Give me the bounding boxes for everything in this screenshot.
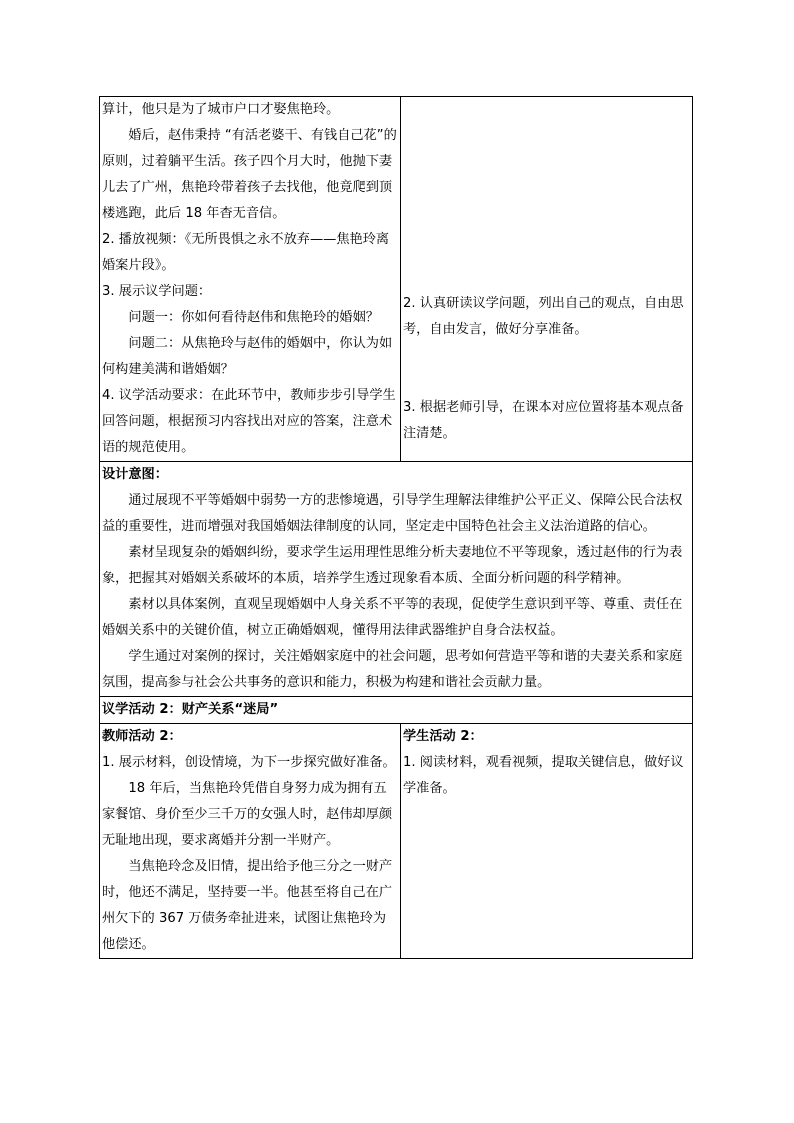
table-row bbox=[100, 462, 693, 697]
question-one: 问题一：你如何看待赵伟和焦艳玲的婚姻？ bbox=[128, 310, 379, 325]
question-two: 问题二：从焦艳玲与赵伟的婚姻中，你认为如何构建美满和谐婚姻？ bbox=[102, 336, 393, 377]
text-paragraph: 素材呈现复杂的婚姻纠纷，要求学生运用理性思维分析夫妻地位不平等现象，透过赵伟的行为表象，把握其对婚姻关系破坏的本质，培养学生透过现象看本质、全面分析问题的科学精神。 bbox=[102, 545, 683, 586]
text-paragraph: 3. 根据老师引导，在课本对应位置将基本观点备注清楚。 bbox=[403, 400, 684, 441]
text-paragraph: 3. 展示议学问题： bbox=[102, 284, 212, 299]
activity-title: 议学活动 2：财产关系“迷局” bbox=[102, 702, 279, 717]
text-paragraph: 通过展现不平等婚姻中弱势一方的悲惨境遇，引导学生理解法律维护公平正义、保障公民合法权益的重要性，进而增强对我国婚姻法律制度的认同，坚定走中国特色社会主义法治道路的信心。 bbox=[102, 493, 683, 534]
text-paragraph: 2. 播放视频：《无所畏惧之永不放弃——焦艳玲离婚案片段》。 bbox=[102, 232, 390, 273]
student-activity-cell bbox=[401, 724, 693, 959]
student-activity-heading: 学生活动 2： bbox=[403, 729, 483, 744]
table-row bbox=[100, 97, 693, 462]
table-row bbox=[100, 697, 693, 724]
text-paragraph: 素材以具体案例，直观呈现婚姻中人身关系不平等的表现，促使学生意识到平等、尊重、责任在婚姻关系中的关键价值，树立正确婚姻观，懂得用法律武器维护自身合法权益。 bbox=[102, 597, 683, 638]
text-paragraph: 4. 议学活动要求：在此环节中，教师步步引导学生回答问题，根据预习内容找出对应的答案，注意术语的规范使用。 bbox=[102, 388, 396, 455]
design-intent-heading: 设计意图： bbox=[102, 467, 168, 482]
text-paragraph: 1. 展示材料，创设情境，为下一步探究做好准备。 bbox=[102, 755, 396, 770]
activity-title-cell bbox=[100, 697, 693, 724]
text-paragraph: 学生通过对案例的探讨，关注婚姻家庭中的社会问题，思考如何营造平等和谐的夫妻关系和家庭氛围，提高参与社会公共事务的意识和能力，积极为构建和谐社会贡献力量。 bbox=[102, 649, 683, 690]
table-row bbox=[100, 724, 693, 959]
design-intent-cell bbox=[100, 462, 693, 697]
text-paragraph: 当焦艳玲念及旧情，提出给予他三分之一财产时，他还不满足，坚持要一半。他甚至将自己在广州欠下的 367 万债务牵扯进来，试图让焦艳玲为他偿还。 bbox=[102, 859, 393, 952]
teacher-activity-heading: 教师活动 2： bbox=[102, 729, 182, 744]
teacher-activity-cell bbox=[100, 724, 401, 959]
text-paragraph: 婚后，赵伟秉持 “有活老婆干、有钱自己花”的原则，过着躺平生活。孩子四个月大时，他抛下妻儿去了广州，焦艳玲带着孩子去找他，他竟爬到顶楼逃跑，此后 18 年杳无音信。 bbox=[102, 128, 397, 221]
teacher-activity-cell bbox=[100, 97, 401, 462]
text-paragraph: 1. 阅读材料，观看视频，提取关键信息，做好议学准备。 bbox=[403, 755, 684, 796]
text-paragraph: 18 年后，当焦艳玲凭借自身努力成为拥有五家餐馆、身价至少三千万的女强人时，赵伟却厚颜无耻地出现，要求离婚并分割一半财产。 bbox=[102, 781, 393, 848]
text-paragraph: 2. 认真研读议学问题，列出自己的观点，自由思考，自由发言，做好分享准备。 bbox=[403, 296, 684, 337]
lesson-plan-table bbox=[99, 96, 693, 959]
text-paragraph: 算计，他只是为了城市户口才娶焦艳玲。 bbox=[102, 102, 340, 117]
student-activity-cell bbox=[401, 97, 693, 462]
